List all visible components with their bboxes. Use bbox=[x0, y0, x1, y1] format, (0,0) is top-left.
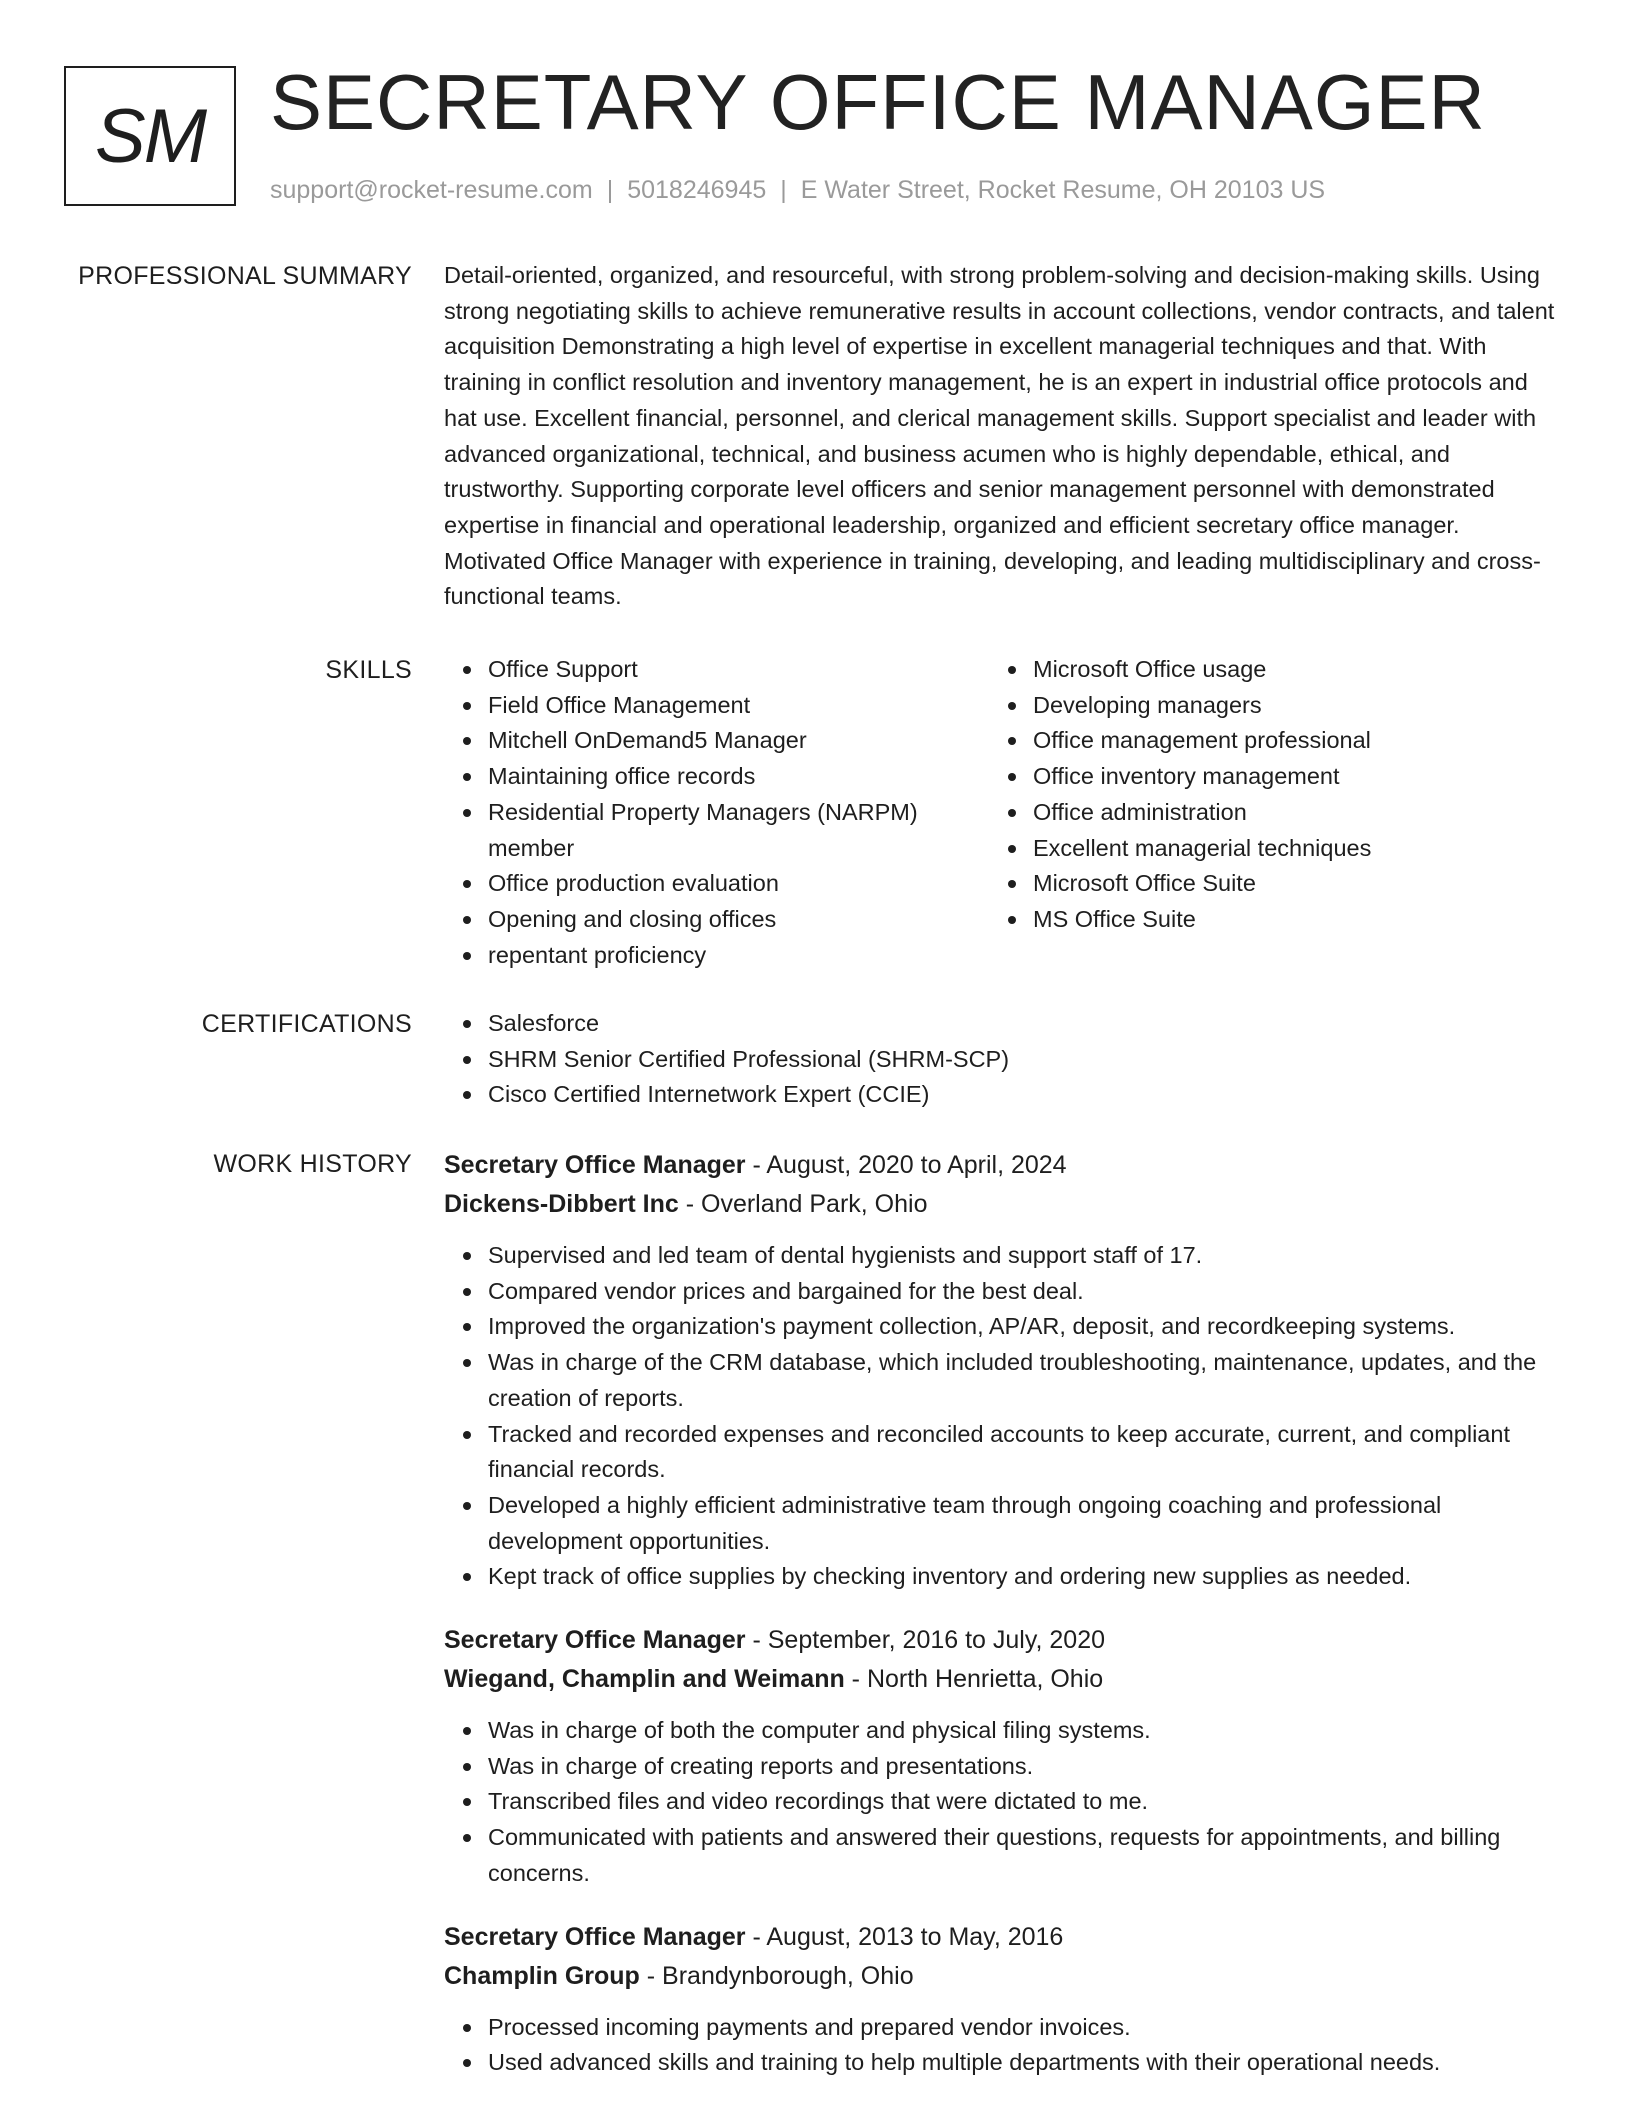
skill-item: Office Support bbox=[488, 652, 989, 688]
skill-item: Maintaining office records bbox=[488, 759, 989, 795]
job-duty: Processed incoming payments and prepared vendor invoices. bbox=[488, 2010, 1556, 2046]
job-duty: Tracked and recorded expenses and reconciled accounts to keep accurate, current, and compliant financial records. bbox=[488, 1417, 1556, 1488]
skill-item: repentant proficiency bbox=[488, 938, 989, 974]
job-company-line bbox=[444, 1660, 1556, 1699]
job-duty: Transcribed files and video recordings that were dictated to me. bbox=[488, 1784, 1556, 1820]
job-entry bbox=[444, 1621, 1556, 1892]
page-title: SECRETARY OFFICE MANAGER bbox=[270, 58, 1486, 146]
skill-item: Mitchell OnDemand5 Manager bbox=[488, 723, 989, 759]
skills-body bbox=[444, 652, 1556, 973]
skill-item: Office administration bbox=[1033, 795, 1534, 831]
job-company: Champlin Group bbox=[444, 1961, 640, 1990]
certification-item: SHRM Senior Certified Professional (SHRM-SCP) bbox=[488, 1042, 1556, 1078]
job-duties-list bbox=[444, 2010, 1556, 2081]
skill-item: Office production evaluation bbox=[488, 866, 989, 902]
job-location: - Overland Park, Ohio bbox=[678, 1190, 928, 1218]
work-history-heading: WORK HISTORY bbox=[213, 1150, 412, 1178]
certification-item: Salesforce bbox=[488, 1006, 1556, 1042]
contact-separator: | bbox=[780, 176, 787, 204]
summary-heading: PROFESSIONAL SUMMARY bbox=[78, 262, 412, 290]
skills-list-col1 bbox=[444, 652, 989, 973]
job-title-line bbox=[444, 1621, 1556, 1660]
job-title-line bbox=[444, 1918, 1556, 1957]
job-duty: Supervised and led team of dental hygienists and support staff of 17. bbox=[488, 1238, 1556, 1274]
job-duty: Kept track of office supplies by checking inventory and ordering new supplies as needed. bbox=[488, 1559, 1556, 1595]
job-duties-list bbox=[444, 1238, 1556, 1595]
contact-email: support@rocket-resume.com bbox=[270, 176, 593, 204]
monogram-logo: SM bbox=[64, 66, 236, 206]
contact-line bbox=[270, 172, 1325, 208]
job-duty: Used advanced skills and training to help multiple departments with their operational needs. bbox=[488, 2045, 1556, 2081]
job-duty: Developed a highly efficient administrative team through ongoing coaching and professional development opportunities. bbox=[488, 1488, 1556, 1559]
job-duty: Communicated with patients and answered their questions, requests for appointments, and billing concerns. bbox=[488, 1820, 1556, 1891]
certifications-list bbox=[444, 1006, 1556, 1113]
certifications-body bbox=[444, 1006, 1556, 1113]
work-history-body bbox=[444, 1146, 1556, 2107]
job-entry bbox=[444, 1918, 1556, 2081]
certification-item: Cisco Certified Internetwork Expert (CCIE) bbox=[488, 1077, 1556, 1113]
job-location: - Brandynborough, Ohio bbox=[639, 1961, 914, 1990]
contact-address: E Water Street, Rocket Resume, OH 20103 US bbox=[800, 176, 1326, 204]
contact-phone: 5018246945 bbox=[627, 176, 767, 204]
skills-heading: SKILLS bbox=[325, 656, 412, 684]
job-dates: - August, 2013 to May, 2016 bbox=[745, 1922, 1064, 1951]
job-entry bbox=[444, 1146, 1556, 1595]
summary-body bbox=[444, 258, 1556, 615]
skill-item: Microsoft Office usage bbox=[1033, 652, 1534, 688]
skill-item: Microsoft Office Suite bbox=[1033, 866, 1534, 902]
job-company: Dickens-Dibbert Inc bbox=[444, 1190, 679, 1218]
job-company: Wiegand, Champlin and Weimann bbox=[444, 1665, 845, 1694]
job-duty: Was in charge of the CRM database, which included troubleshooting, maintenance, updates, and the creation of reports. bbox=[488, 1345, 1556, 1416]
job-duties-list bbox=[444, 1713, 1556, 1892]
skill-item: MS Office Suite bbox=[1033, 902, 1534, 938]
job-duty: Compared vendor prices and bargained for the best deal. bbox=[488, 1274, 1556, 1310]
job-company-line bbox=[444, 1185, 1556, 1224]
job-duty: Improved the organization's payment collection, AP/AR, deposit, and recordkeeping systems. bbox=[488, 1309, 1556, 1345]
summary-text: Detail-oriented, organized, and resourceful, with strong problem-solving and decision-making skills. Using strong negotiating skills to achieve remunerative results in account collections, vendor contracts, and talent acquisition Demonstrating a high level of expertise in excellent managerial techniques and that. With training in conflict resolution and inventory management, he is an expert in industrial office protocols and hat use. Excellent financial, personnel, and clerical management skills. Support specialist and leader with advanced organizational, technical, and business acumen who is highly dependable, ethical, and trustworthy. Supporting corporate level officers and senior management personnel with demonstrated expertise in financial and operational leadership, organized and efficient secretary office manager. Motivated Office Manager with experience in training, developing, and leading multidisciplinary and cross-functional teams. bbox=[444, 262, 1555, 610]
skill-item: Developing managers bbox=[1033, 688, 1534, 724]
job-title: Secretary Office Manager bbox=[444, 1922, 746, 1951]
skill-item: Office inventory management bbox=[1033, 759, 1534, 795]
job-dates: - September, 2016 to July, 2020 bbox=[745, 1626, 1106, 1655]
job-company-line bbox=[444, 1957, 1556, 1996]
job-title: Secretary Office Manager bbox=[444, 1626, 746, 1655]
skill-item: Excellent managerial techniques bbox=[1033, 831, 1534, 867]
skill-item: Residential Property Managers (NARPM) member bbox=[488, 795, 989, 866]
certifications-heading: CERTIFICATIONS bbox=[201, 1010, 412, 1038]
skill-item: Opening and closing offices bbox=[488, 902, 989, 938]
job-duty: Was in charge of both the computer and physical filing systems. bbox=[488, 1713, 1556, 1749]
skill-item: Office management professional bbox=[1033, 723, 1534, 759]
job-title: Secretary Office Manager bbox=[444, 1151, 746, 1179]
job-title-line bbox=[444, 1146, 1556, 1185]
contact-separator: | bbox=[606, 176, 614, 204]
skills-list-col2 bbox=[989, 652, 1534, 938]
job-duty: Was in charge of creating reports and presentations. bbox=[488, 1749, 1556, 1785]
job-dates: - August, 2020 to April, 2024 bbox=[745, 1151, 1067, 1179]
job-location: - North Henrietta, Ohio bbox=[844, 1665, 1104, 1694]
skill-item: Field Office Management bbox=[488, 688, 989, 724]
